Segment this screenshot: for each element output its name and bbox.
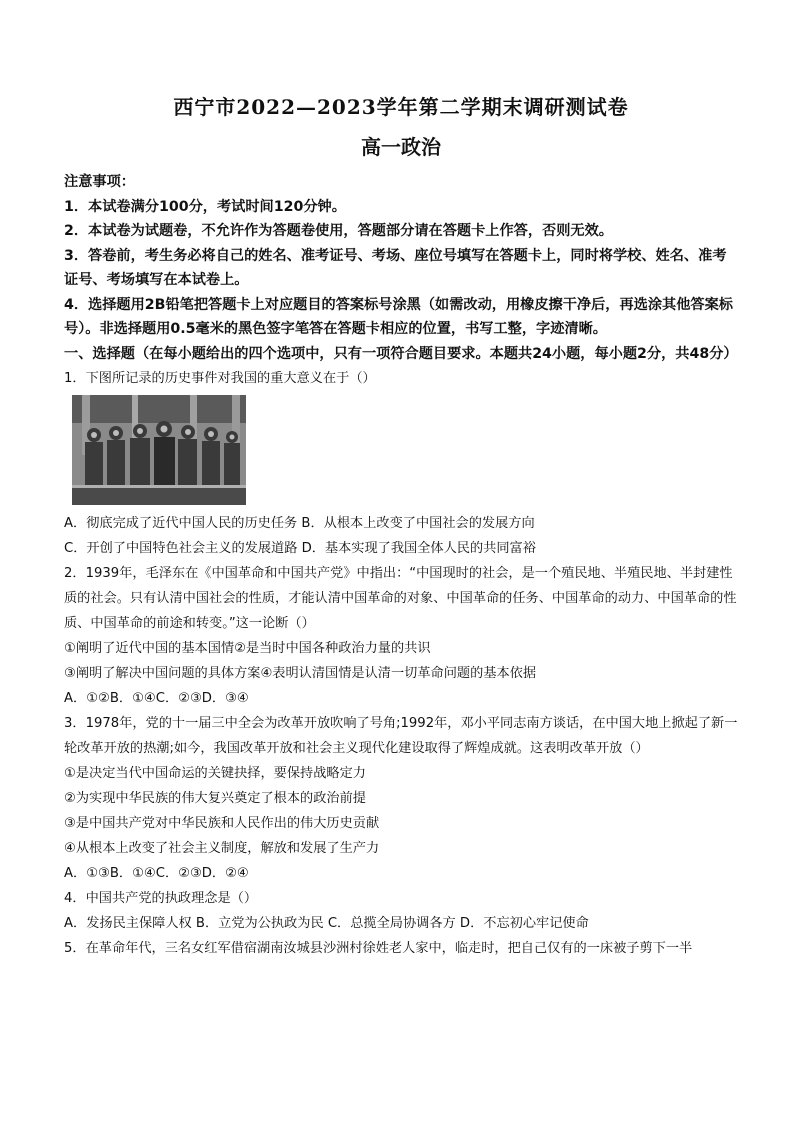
question-1-option-cd: C．开创了中国特色社会主义的发展道路 D．基本实现了我国全体人民的共同富裕 [64, 541, 536, 556]
historical-photo [72, 395, 246, 505]
notice-block [64, 170, 738, 366]
photo-figures [72, 395, 246, 505]
question-2-options: A．①②B．①④C．②③D．③④ [64, 691, 249, 706]
question-2-statement: ③阐明了解决中国问题的具体方案④表明认清国情是认清一切革命问题的基本依据 [64, 666, 537, 681]
question-3-options: A．①③B．①④C．②③D．②④ [64, 866, 249, 881]
question-3-statement: ①是决定当代中国命运的关键抉择，要保持战略定力 [64, 766, 366, 781]
exam-subtitle: 高一政治 [361, 135, 441, 159]
question-5-stem: 5．在革命年代，三名女红军借宿湖南汝城县沙洲村徐姓老人家中，临走时，把自己仅有的一床被子剪下一半 [64, 941, 693, 956]
notice-heading: 注意事项： [64, 174, 135, 190]
question-2-stem: 2．1939年，毛泽东在《中国革命和中国共产党》中指出：“中国现时的社会，是一个殖民地、半殖民地、半封建性质的社会。只有认清中国社会的性质，才能认清中国革命的对象、中国革命的任务、中国革命的动力、中国革命的性质、中国革命的前途和转变。”这一论断（） [64, 566, 737, 631]
question-4-options: A．发扬民主保障人权 B．立党为公执政为民 C．总揽全局协调各方 D．不忘初心牢记使命 [64, 916, 589, 931]
notice-item: 3．答卷前，考生务必将自己的姓名、准考证号、考场、座位号填写在答题卡上，同时将学校、姓名、准考证号、考场填写在本试卷上。 [64, 247, 727, 288]
exam-title: 西宁市2022—2023学年第二学期末调研测试卷 [173, 95, 629, 119]
question-3-stem: 3．1978年，党的十一届三中全会为改革开放吹响了号角;1992年，邓小平同志南方谈话，在中国大地上掀起了新一轮改革开放的热潮;如今，我国改革开放和社会主义现代化建设取得了辉煌成就。这表明改革开放（） [64, 716, 738, 756]
question-1-option-ab: A．彻底完成了近代中国人民的历史任务 B．从根本上改变了中国社会的发展方向 [64, 516, 535, 531]
question-2-statement: ①阐明了近代中国的基本国情②是当时中国各种政治力量的共识 [64, 641, 431, 656]
notice-item: 1．本试卷满分100分，考试时间120分钟。 [64, 198, 346, 215]
notice-item: 2．本试卷为试题卷，不允许作为答题卷使用，答题部分请在答题卡上作答，否则无效。 [64, 223, 613, 239]
question-4-stem: 4．中国共产党的执政理念是（） [64, 891, 258, 906]
question-3-statement: ④从根本上改变了社会主义制度，解放和发展了生产力 [64, 841, 380, 856]
question-3-statement: ②为实现中华民族的伟大复兴奠定了根本的政治前提 [64, 791, 366, 806]
section-heading: 一、选择题（在每小题给出的四个选项中，只有一项符合题目要求。本题共24小题，每小题2分，共48分） [64, 345, 738, 362]
question-1-stem: 1．下图所记录的历史事件对我国的重大意义在于（） [64, 371, 376, 386]
question-3-statement: ③是中国共产党对中华民族和人民作出的伟大历史贡献 [64, 816, 380, 831]
notice-item: 4．选择题用2B铅笔把答题卡上对应题目的答案标号涂黑（如需改动，用橡皮擦干净后，再选涂其他答案标号）。非选择题用0.5毫米的黑色签字笔答在答题卡相应的位置，书写工整，字迹清晰。 [64, 296, 733, 337]
